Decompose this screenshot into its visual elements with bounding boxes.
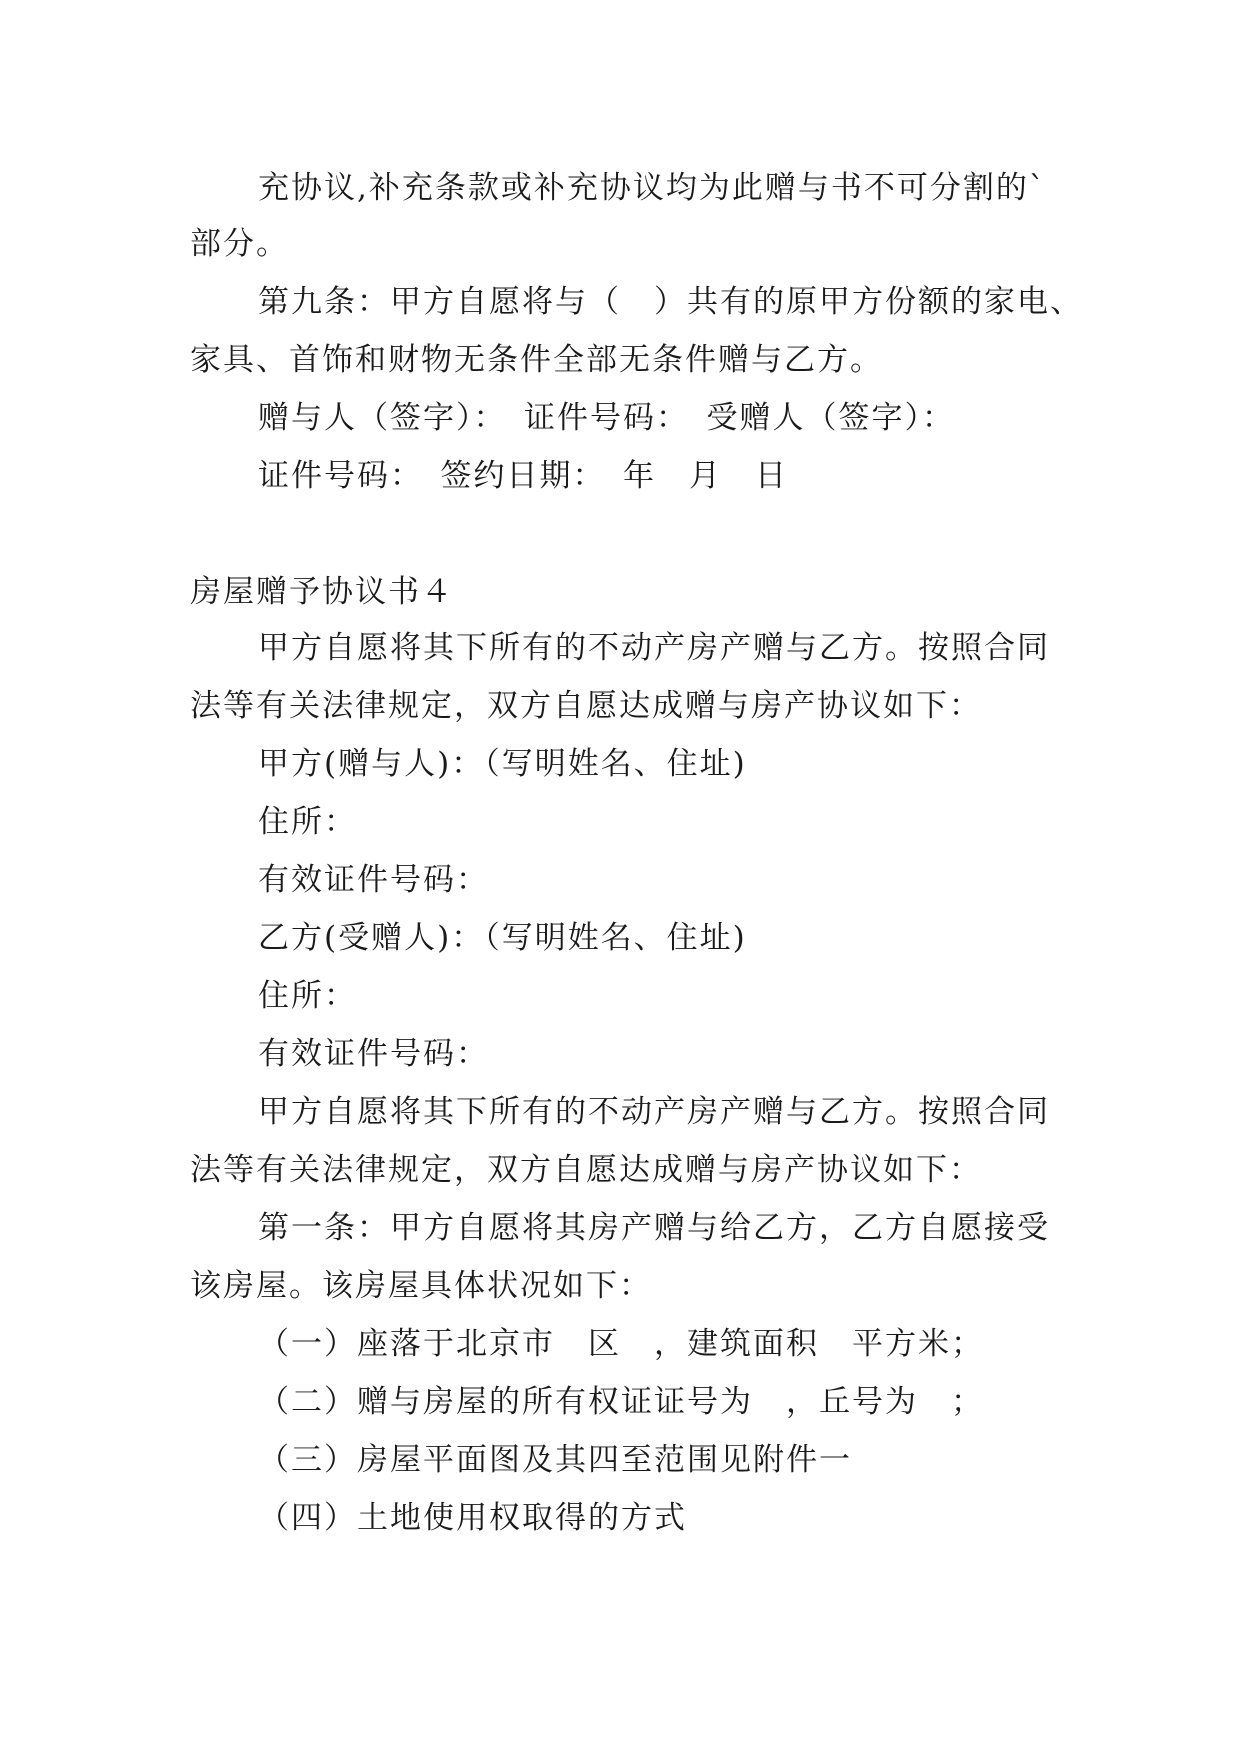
- text-line: 该房屋。该房屋具体状况如下：: [190, 1268, 652, 1304]
- section-title: 房屋赠予协议书４: [190, 574, 454, 610]
- text-line: 部分。: [190, 226, 289, 262]
- text-line: 充协议,补充条款或补充协议均为此赠与书不可分割的`: [258, 170, 1047, 206]
- address-line: 住所：: [258, 804, 357, 840]
- text-line: 甲方自愿将其下所有的不动产房产赠与乙方。按照合同: [258, 630, 1050, 666]
- address-line: 住所：: [258, 978, 357, 1014]
- signature-date-line: 证件号码： 签约日期： 年 月 日: [258, 458, 788, 494]
- text-line: 甲方自愿将其下所有的不动产房产赠与乙方。按照合同: [258, 1094, 1050, 1130]
- id-number-line: 有效证件号码：: [258, 862, 489, 898]
- text-line: 法等有关法律规定，双方自愿达成赠与房产协议如下：: [190, 688, 982, 724]
- list-item: （四）土地使用权取得的方式: [258, 1500, 687, 1536]
- party-a-line: 甲方(赠与人)：（写明姓名、住址): [258, 746, 747, 782]
- list-item: （三）房屋平面图及其四至范围见附件一: [258, 1442, 852, 1478]
- id-number-line: 有效证件号码：: [258, 1036, 489, 1072]
- text-line: 法等有关法律规定，双方自愿达成赠与房产协议如下：: [190, 1152, 982, 1188]
- text-line: 第九条：甲方自愿将与（ ）共有的原甲方份额的家电、: [258, 284, 1083, 320]
- text-line: 家具、首饰和财物无条件全部无条件赠与乙方。: [190, 342, 883, 378]
- list-item: （一）座落于北京市 区 ，建筑面积 平方米；: [258, 1326, 984, 1362]
- article-line: 第一条：甲方自愿将其房产赠与给乙方，乙方自愿接受: [258, 1210, 1050, 1246]
- signature-line: 赠与人（签字）： 证件号码： 受赠人（签字）：: [258, 400, 955, 436]
- party-b-line: 乙方(受赠人)：（写明姓名、住址): [258, 920, 747, 956]
- list-item: （二）赠与房屋的所有权证证号为 ，丘号为 ；: [258, 1384, 984, 1420]
